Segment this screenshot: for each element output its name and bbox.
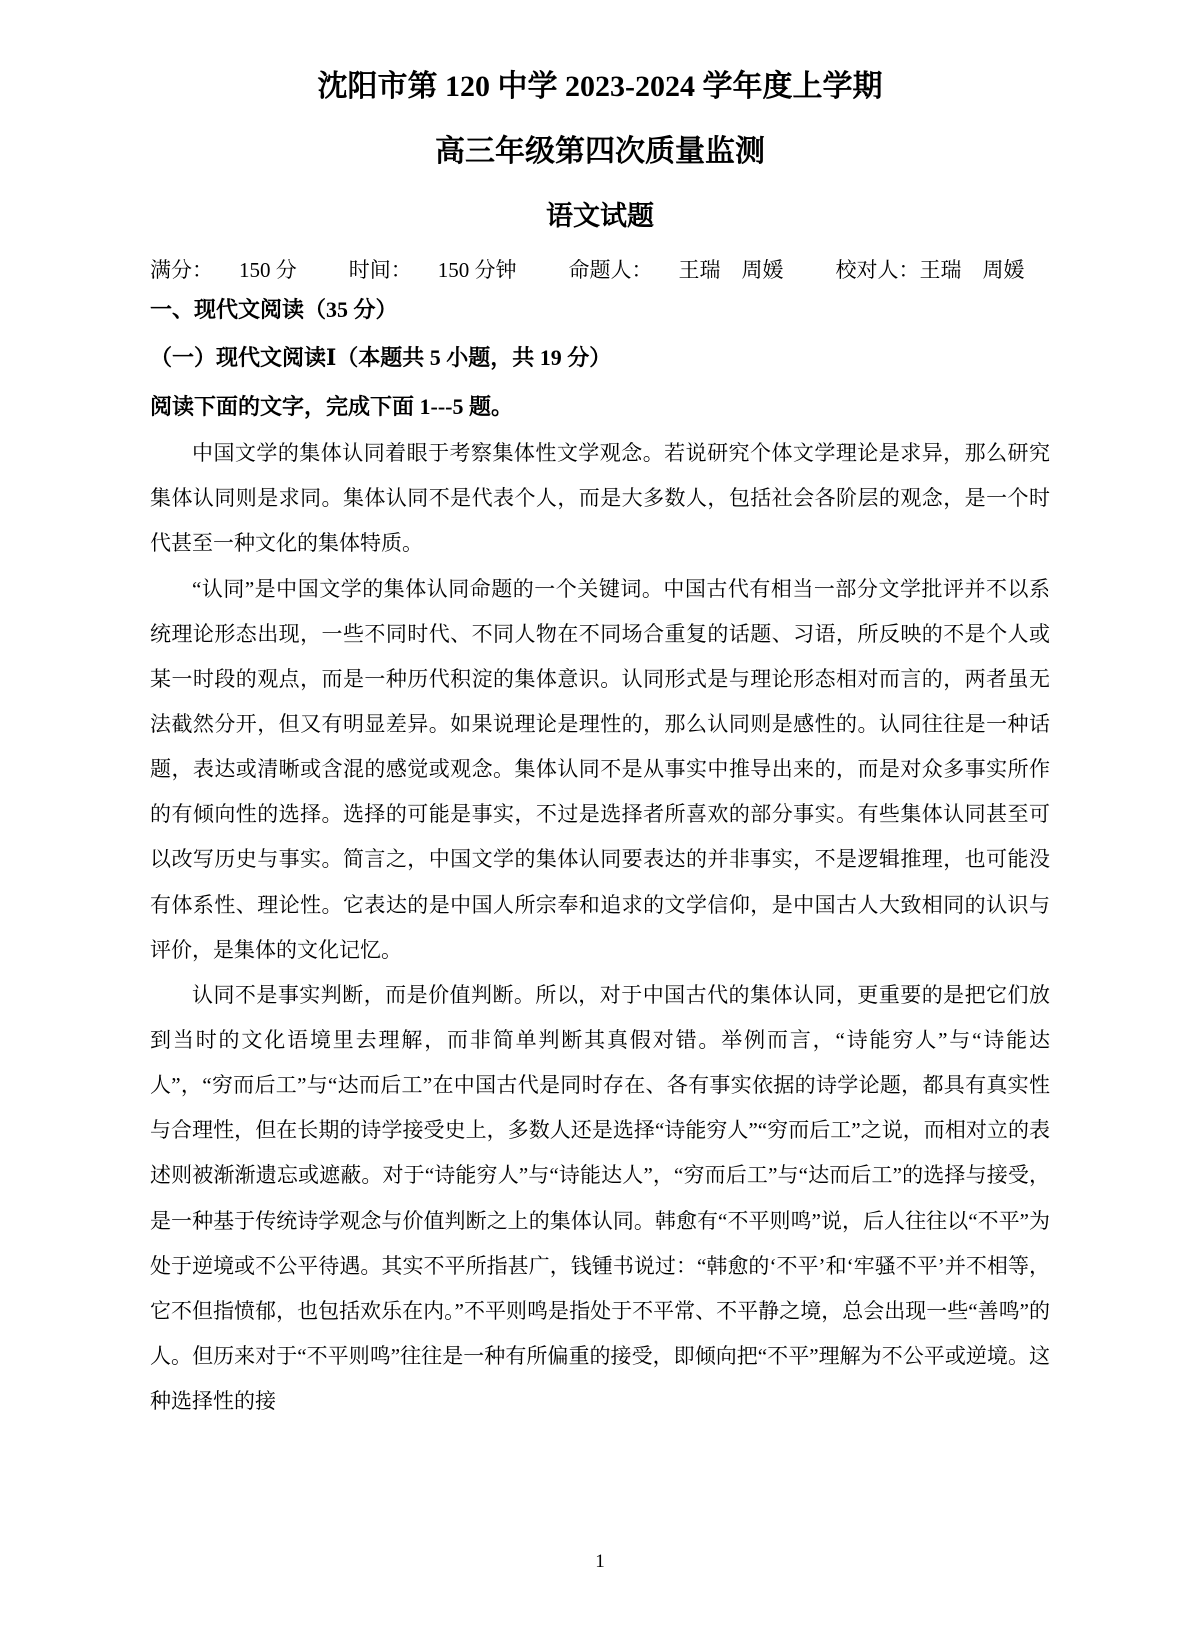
school-title: 沈阳市第 120 中学 2023-2024 学年度上学期 (317, 70, 883, 103)
exam-meta-line (150, 256, 1050, 284)
subsection-one-heading: （一）现代文阅读Ⅰ（本题共 5 小题，共 19 分） (150, 345, 612, 371)
proofreader-label: 校对人： (835, 257, 920, 282)
passage-paragraph-3: 认同不是事实判断，而是价值判断。所以，对于中国古代的集体认同，更重要的是把它们放到当时的文化语境里去理解，而非简单判断其真假对错。举例而言，“诗能穷人”与“诗能达人”，“穷而后工”与“达而后工”在中国古代是同时存在、各有事实依据的诗学论题，都具有真实性与合理性，但在长期的诗学接受史上，多数人还是选择“诗能穷人”“穷而后工”之说，而相对立的表述则被渐渐遗忘或遮蔽。对于“诗能穷人”与“诗能达人”，“穷而后工”与“达而后工”的选择与接受，是一种基于传统诗学观念与价值判断之上的集体认同。韩愈有“不平则鸣”说，后人往往以“不平”为处于逆境或不公平待遇。其实不平所指甚广，钱锺书说过：“韩愈的‘不平’和‘牢骚不平’并不相等，它不但指愤郁，也包括欢乐在内。”不平则鸣是指处于不平常、不平静之境，总会出现一些“善鸣”的人。但历来对于“不平则鸣”往往是一种有所偏重的接受，即倾向把“不平”理解为不公平或逆境。这种选择性的接 (150, 982, 1050, 1414)
question-setter-label: 命题人： (568, 257, 653, 282)
full-score-value: 150 分 (239, 257, 297, 282)
time-value: 150 分钟 (437, 257, 517, 282)
full-score-label: 满分： (150, 257, 213, 282)
section-one-heading: 一、现代文阅读（35 分） (150, 297, 398, 323)
passage-paragraph-1: 中国文学的集体认同着眼于考察集体性文学观念。若说研究个体文学理论是求异，那么研究集体认同则是求同。集体认同不是代表个人，而是大多数人，包括社会各阶层的观念，是一个时代甚至一种文化的集体特质。 (150, 441, 1050, 556)
page-number: 1 (595, 1551, 605, 1572)
question-setter-value: 王瑞 周媛 (678, 257, 784, 282)
reading-instruction: 阅读下面的文字，完成下面 1---5 题。 (150, 393, 513, 419)
exam-title: 高三年级第四次质量监测 (435, 135, 765, 168)
passage-paragraph-2: “认同”是中国文学的集体认同命题的一个关键词。中国古代有相当一部分文学批评并不以系统理论形态出现，一些不同时代、不同人物在不同场合重复的话题、习语，所反映的不是个人或某一时段的观点，而是一种历代积淀的集体意识。认同形式是与理论形态相对而言的，两者虽无法截然分开，但又有明显差异。如果说理论是理性的，那么认同则是感性的。认同往往是一种话题，表达或清晰或含混的感觉或观念。集体认同不是从事实中推导出来的，而是对众多事实所作的有倾向性的选择。选择的可能是事实，不过是选择者所喜欢的部分事实。有些集体认同甚至可以改写历史与事实。简言之，中国文学的集体认同要表达的并非事实，不是逻辑推理，也可能没有体系性、理论性。它表达的是中国人所宗奉和追求的文学信仰，是中国古人大致相同的认识与评价，是集体的文化记忆。 (150, 576, 1050, 962)
subject-title: 语文试题 (546, 201, 654, 231)
time-label: 时间： (348, 257, 412, 282)
proofreader-value: 王瑞 周媛 (919, 257, 1025, 282)
